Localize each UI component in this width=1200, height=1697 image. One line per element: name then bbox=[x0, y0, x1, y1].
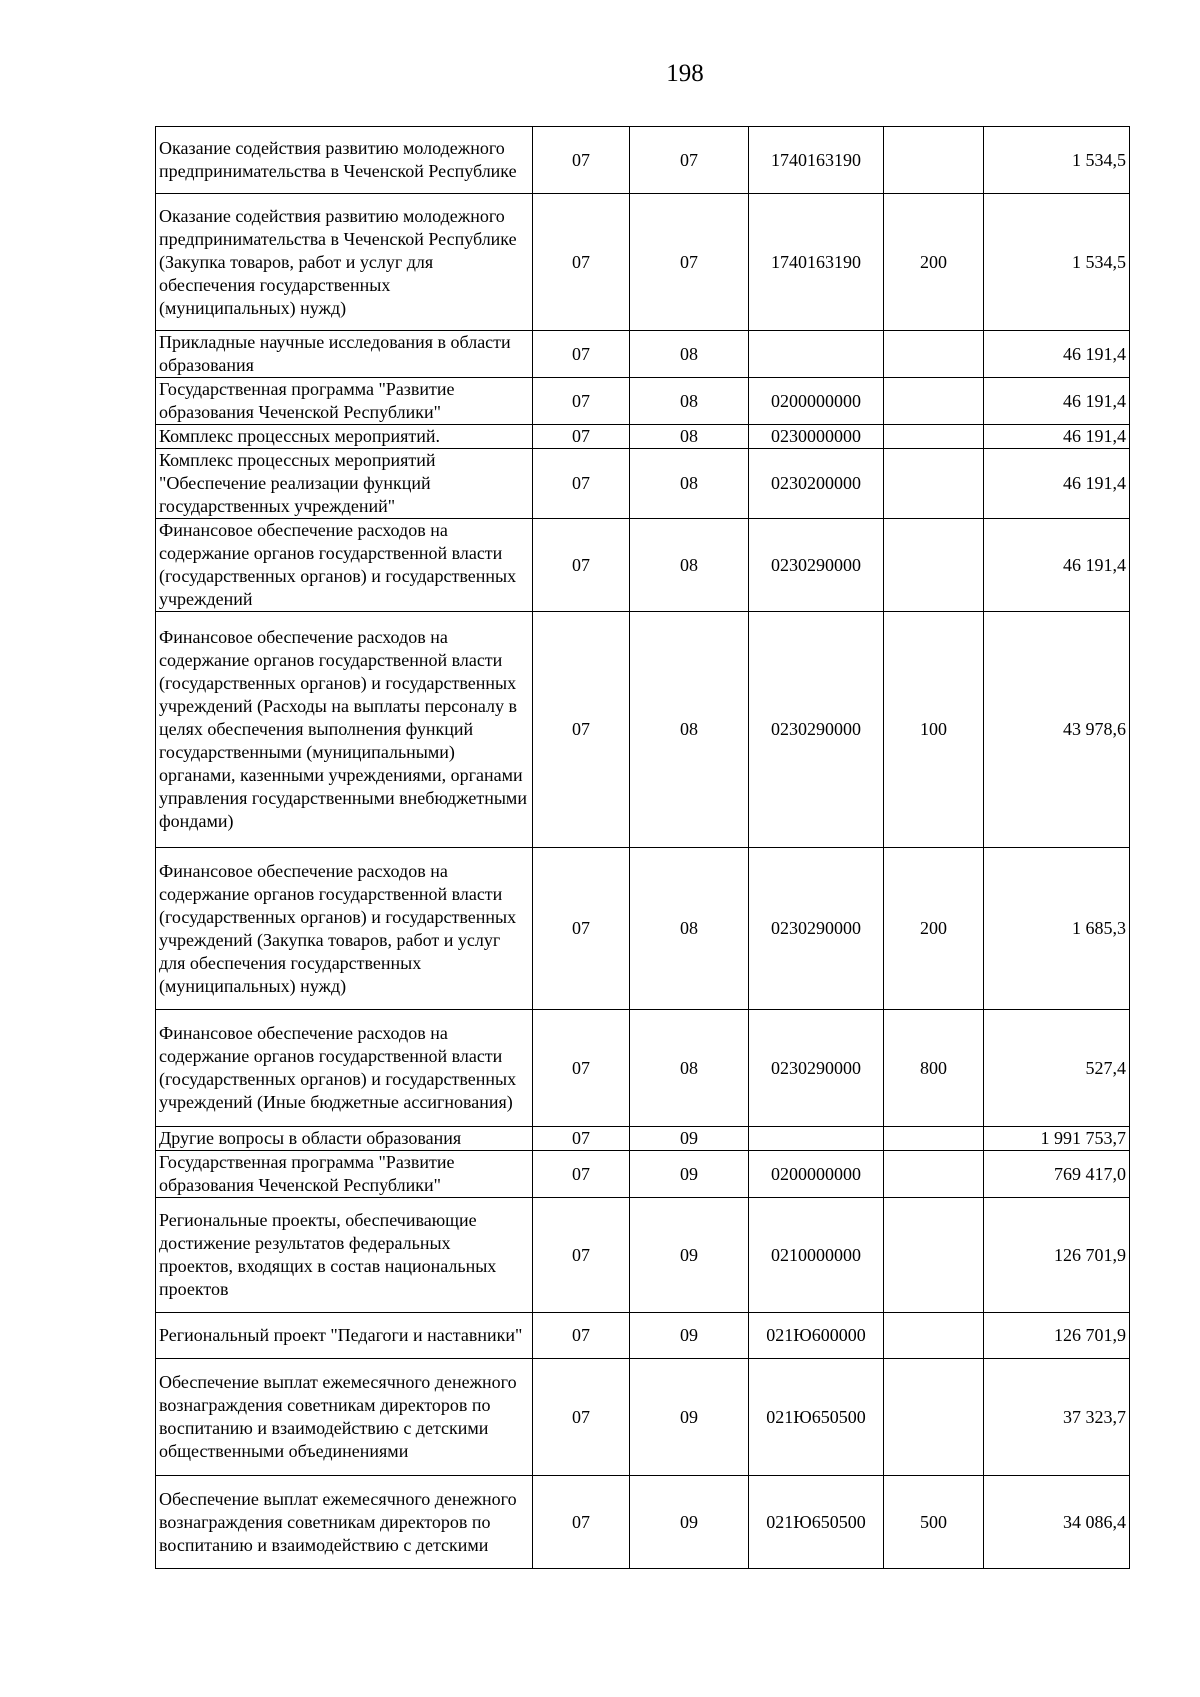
row-sum-cell: 1 685,3 bbox=[984, 848, 1130, 1010]
row-name-cell: Государственная программа "Развитие образования Чеченской Республики" bbox=[156, 378, 533, 425]
row-name-cell: Финансовое обеспечение расходов на содержание органов государственной власти (государственных органов) и государственных учреждений (Расходы на выплаты персоналу в целях обеспечения выполнения функций государственными (муниципальными) органами, казенными учреждениями, органами управления государственными внебюджетными фондами) bbox=[156, 612, 533, 848]
row-subsection-cell: 09 bbox=[630, 1359, 749, 1476]
row-target-article-cell: 0200000000 bbox=[749, 378, 884, 425]
row-sum-cell: 34 086,4 bbox=[984, 1476, 1130, 1569]
table-row bbox=[156, 1359, 1130, 1476]
row-target-article-cell: 021Ю600000 bbox=[749, 1313, 884, 1359]
row-target-article-cell: 0230000000 bbox=[749, 425, 884, 449]
row-sum-cell: 46 191,4 bbox=[984, 331, 1130, 378]
row-name-cell: Финансовое обеспечение расходов на содержание органов государственной власти (государственных органов) и государственных учреждений (Закупка товаров, работ и услуг для обеспечения государственных (муниципальных) нужд) bbox=[156, 848, 533, 1010]
row-subsection-cell: 08 bbox=[630, 848, 749, 1010]
row-sum-cell: 46 191,4 bbox=[984, 378, 1130, 425]
table-row bbox=[156, 378, 1130, 425]
row-subsection-cell: 08 bbox=[630, 449, 749, 519]
row-name-cell: Региональный проект "Педагоги и наставники" bbox=[156, 1313, 533, 1359]
row-sum-cell: 126 701,9 bbox=[984, 1198, 1130, 1313]
row-target-article-cell: 0230290000 bbox=[749, 612, 884, 848]
row-section-cell: 07 bbox=[533, 194, 630, 331]
row-expense-type-cell: 200 bbox=[884, 194, 984, 331]
row-section-cell: 07 bbox=[533, 449, 630, 519]
row-expense-type-cell bbox=[884, 1127, 984, 1151]
row-expense-type-cell: 100 bbox=[884, 612, 984, 848]
row-sum-cell: 527,4 bbox=[984, 1010, 1130, 1127]
row-sum-cell: 43 978,6 bbox=[984, 612, 1130, 848]
row-expense-type-cell bbox=[884, 425, 984, 449]
row-target-article-cell: 0210000000 bbox=[749, 1198, 884, 1313]
row-name-cell: Оказание содействия развитию молодежного предпринимательства в Чеченской Республике bbox=[156, 127, 533, 194]
row-name-cell: Другие вопросы в области образования bbox=[156, 1127, 533, 1151]
row-section-cell: 07 bbox=[533, 1313, 630, 1359]
row-section-cell: 07 bbox=[533, 519, 630, 612]
row-sum-cell: 1 991 753,7 bbox=[984, 1127, 1130, 1151]
row-subsection-cell: 09 bbox=[630, 1127, 749, 1151]
row-sum-cell: 46 191,4 bbox=[984, 519, 1130, 612]
row-expense-type-cell bbox=[884, 449, 984, 519]
row-section-cell: 07 bbox=[533, 425, 630, 449]
row-target-article-cell: 021Ю650500 bbox=[749, 1476, 884, 1569]
row-expense-type-cell bbox=[884, 1359, 984, 1476]
row-section-cell: 07 bbox=[533, 612, 630, 848]
row-section-cell: 07 bbox=[533, 1010, 630, 1127]
row-target-article-cell: 1740163190 bbox=[749, 194, 884, 331]
row-section-cell: 07 bbox=[533, 378, 630, 425]
row-sum-cell: 1 534,5 bbox=[984, 194, 1130, 331]
row-expense-type-cell bbox=[884, 1198, 984, 1313]
row-name-cell: Региональные проекты, обеспечивающие достижение результатов федеральных проектов, входящих в состав национальных проектов bbox=[156, 1198, 533, 1313]
row-expense-type-cell bbox=[884, 1151, 984, 1198]
row-name-cell: Оказание содействия развитию молодежного предпринимательства в Чеченской Республике (Закупка товаров, работ и услуг для обеспечения государственных (муниципальных) нужд) bbox=[156, 194, 533, 331]
row-expense-type-cell bbox=[884, 519, 984, 612]
row-section-cell: 07 bbox=[533, 1127, 630, 1151]
row-subsection-cell: 09 bbox=[630, 1476, 749, 1569]
row-name-cell: Государственная программа "Развитие образования Чеченской Республики" bbox=[156, 1151, 533, 1198]
table-row bbox=[156, 612, 1130, 848]
row-expense-type-cell bbox=[884, 331, 984, 378]
row-subsection-cell: 08 bbox=[630, 1010, 749, 1127]
row-expense-type-cell: 800 bbox=[884, 1010, 984, 1127]
table-row bbox=[156, 1151, 1130, 1198]
row-subsection-cell: 09 bbox=[630, 1313, 749, 1359]
row-sum-cell: 126 701,9 bbox=[984, 1313, 1130, 1359]
row-subsection-cell: 09 bbox=[630, 1198, 749, 1313]
budget-table bbox=[155, 126, 1130, 1569]
row-subsection-cell: 08 bbox=[630, 331, 749, 378]
row-name-cell: Комплекс процессных мероприятий. bbox=[156, 425, 533, 449]
row-expense-type-cell: 200 bbox=[884, 848, 984, 1010]
row-subsection-cell: 08 bbox=[630, 425, 749, 449]
row-section-cell: 07 bbox=[533, 848, 630, 1010]
row-target-article-cell: 1740163190 bbox=[749, 127, 884, 194]
table-row bbox=[156, 194, 1130, 331]
row-target-article-cell: 0230200000 bbox=[749, 449, 884, 519]
row-target-article-cell bbox=[749, 1127, 884, 1151]
row-name-cell: Финансовое обеспечение расходов на содержание органов государственной власти (государственных органов) и государственных учреждений (Иные бюджетные ассигнования) bbox=[156, 1010, 533, 1127]
table-row bbox=[156, 1127, 1130, 1151]
table-row bbox=[156, 1198, 1130, 1313]
table-row bbox=[156, 1010, 1130, 1127]
row-name-cell: Обеспечение выплат ежемесячного денежного вознаграждения советникам директоров по воспитанию и взаимодействию с детскими общественными объединениями bbox=[156, 1359, 533, 1476]
row-target-article-cell: 0230290000 bbox=[749, 519, 884, 612]
table-row bbox=[156, 519, 1130, 612]
table-row bbox=[156, 425, 1130, 449]
table-row bbox=[156, 331, 1130, 378]
row-expense-type-cell: 500 bbox=[884, 1476, 984, 1569]
row-subsection-cell: 08 bbox=[630, 519, 749, 612]
row-target-article-cell: 0200000000 bbox=[749, 1151, 884, 1198]
table-row bbox=[156, 127, 1130, 194]
row-section-cell: 07 bbox=[533, 1198, 630, 1313]
row-subsection-cell: 08 bbox=[630, 378, 749, 425]
row-section-cell: 07 bbox=[533, 1151, 630, 1198]
table-row bbox=[156, 1476, 1130, 1569]
row-target-article-cell: 0230290000 bbox=[749, 1010, 884, 1127]
row-expense-type-cell bbox=[884, 127, 984, 194]
row-subsection-cell: 09 bbox=[630, 1151, 749, 1198]
row-subsection-cell: 07 bbox=[630, 127, 749, 194]
row-sum-cell: 46 191,4 bbox=[984, 449, 1130, 519]
row-name-cell: Комплекс процессных мероприятий "Обеспечение реализации функций государственных учреждений" bbox=[156, 449, 533, 519]
row-section-cell: 07 bbox=[533, 127, 630, 194]
table-row bbox=[156, 1313, 1130, 1359]
table-row bbox=[156, 449, 1130, 519]
row-section-cell: 07 bbox=[533, 331, 630, 378]
row-sum-cell: 769 417,0 bbox=[984, 1151, 1130, 1198]
row-name-cell: Прикладные научные исследования в области образования bbox=[156, 331, 533, 378]
row-target-article-cell: 021Ю650500 bbox=[749, 1359, 884, 1476]
row-sum-cell: 1 534,5 bbox=[984, 127, 1130, 194]
row-expense-type-cell bbox=[884, 1313, 984, 1359]
row-name-cell: Финансовое обеспечение расходов на содержание органов государственной власти (государственных органов) и государственных учреждений bbox=[156, 519, 533, 612]
row-section-cell: 07 bbox=[533, 1359, 630, 1476]
row-target-article-cell: 0230290000 bbox=[749, 848, 884, 1010]
table-row bbox=[156, 848, 1130, 1010]
row-target-article-cell bbox=[749, 331, 884, 378]
row-sum-cell: 37 323,7 bbox=[984, 1359, 1130, 1476]
row-sum-cell: 46 191,4 bbox=[984, 425, 1130, 449]
row-expense-type-cell bbox=[884, 378, 984, 425]
row-subsection-cell: 08 bbox=[630, 612, 749, 848]
row-subsection-cell: 07 bbox=[630, 194, 749, 331]
row-name-cell: Обеспечение выплат ежемесячного денежного вознаграждения советникам директоров по воспитанию и взаимодействию с детскими bbox=[156, 1476, 533, 1569]
page-number: 198 bbox=[666, 60, 704, 87]
row-section-cell: 07 bbox=[533, 1476, 630, 1569]
